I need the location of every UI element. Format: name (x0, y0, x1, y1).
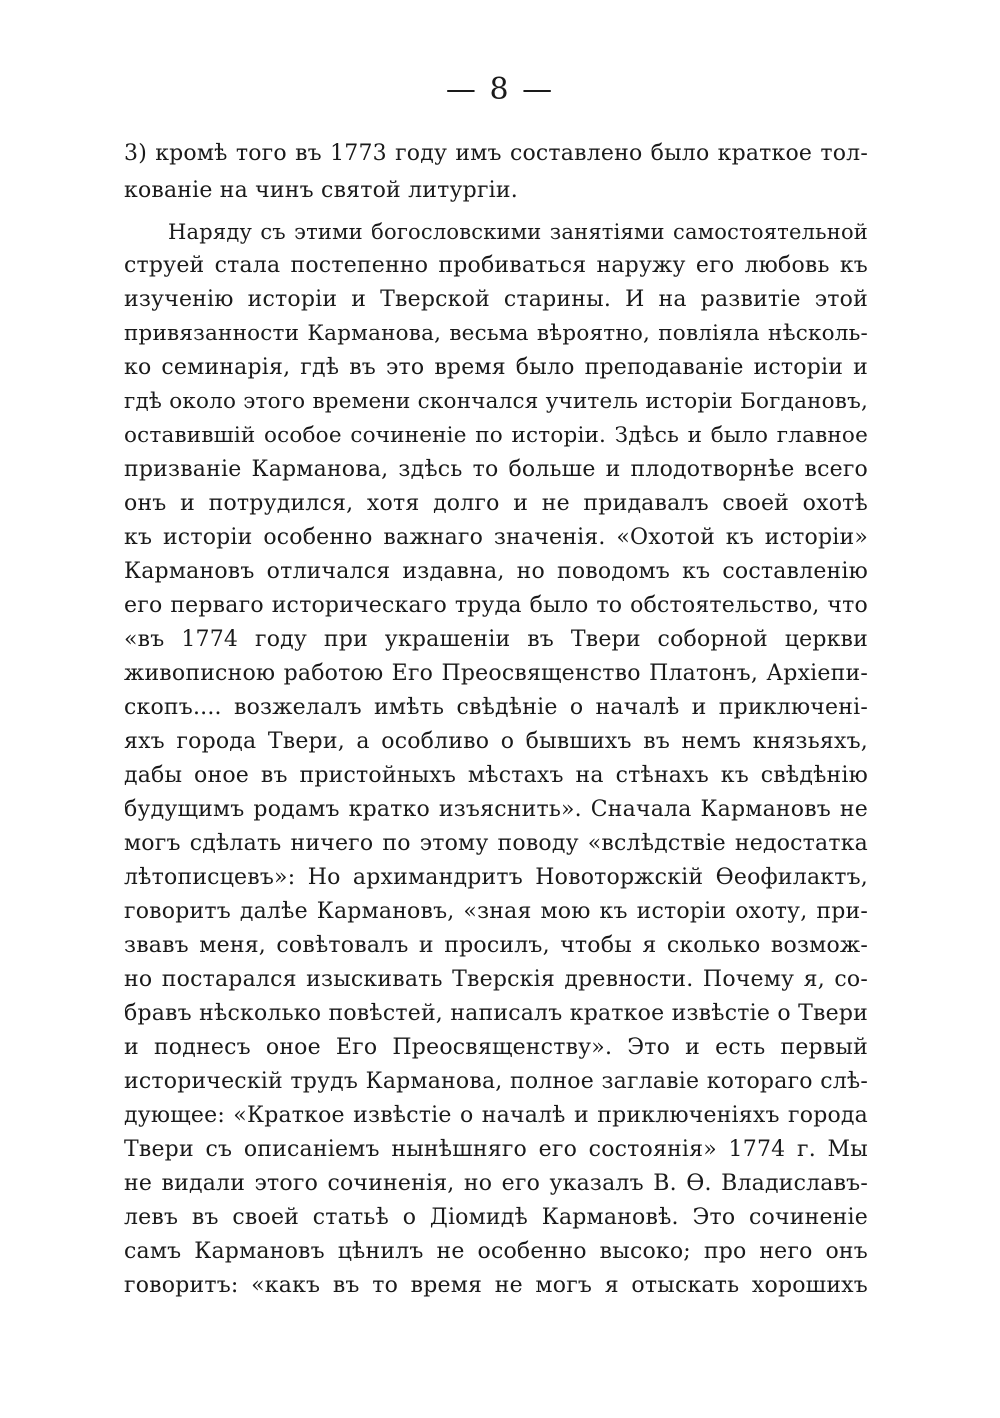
text-line: струей стала постепенно пробиваться наружу его любовь къ (124, 253, 868, 278)
text-line: дабы оное въ пристойныхъ мѣстахъ на стѣнахъ къ свѣдѣнію (124, 763, 868, 788)
text-line: дующее: «Краткое извѣстіе о началѣ и приключеніяхъ города (124, 1103, 868, 1128)
text-line: ко семинарія, гдѣ въ это время было преподаваніе исторіи и (124, 355, 868, 380)
text-line: живописною работою Его Преосвященство Платонъ, Архіепи- (124, 661, 868, 686)
text-line: къ исторіи особенно важнаго значенія. «Охотой къ исторіи» (124, 525, 868, 550)
text-line: «въ 1774 году при украшеніи въ Твери соборной церкви (124, 627, 868, 652)
text-line: привязанности Карманова, весьма вѣроятно, повліяла нѣсколь- (124, 321, 868, 346)
text-line: не видали этого сочиненія, но его указалъ В. Ѳ. Владиславъ- (124, 1171, 868, 1196)
text-line: изученію исторіи и Тверской старины. И на развитіе этой (124, 287, 868, 312)
text-line: звавъ меня, совѣтовалъ и просилъ, чтобы я сколько возмож- (124, 933, 868, 958)
text-line: Кармановъ отличался издавна, но поводомъ къ составленію (124, 559, 868, 584)
page-number: — 8 — (445, 72, 555, 107)
text-line: лѣтописцевъ»: Но архимандритъ Новоторжскій Ѳеофилактъ, (124, 865, 868, 890)
text-line: бравъ нѣсколько повѣстей, написалъ краткое извѣстіе о Твери (124, 1001, 868, 1026)
text-line: самъ Кармановъ цѣнилъ не особенно высоко; про него онъ (124, 1239, 868, 1264)
text-line: и поднесъ оное Его Преосвященству». Это и есть первый (124, 1035, 868, 1060)
text-line: оставившій особое сочиненіе по исторіи. Здѣсь и было главное (124, 423, 868, 448)
text-line: будущимъ родамъ кратко изъяснить». Сначала Кармановъ не (124, 797, 868, 822)
text-line: призваніе Карманова, здѣсь то больше и плодотворнѣе всего (124, 457, 868, 482)
paragraph-first-line: Наряду съ этими богословскими занятіями самостоятельной (168, 220, 868, 244)
text-line: 3) кромѣ того въ 1773 году имъ составлено было краткое тол- (124, 141, 868, 166)
text-line: онъ и потрудился, хотя долго и не придавалъ своей охотѣ (124, 491, 868, 516)
text-line: Твери съ описаніемъ нынѣшняго его состоянія» 1774 г. Мы (124, 1137, 868, 1162)
text-line: скопъ.... возжелалъ имѣть свѣдѣніе о началѣ и приключені- (124, 695, 868, 720)
text-line: кованіе на чинъ святой литургіи. (124, 178, 518, 203)
text-line: яхъ города Твери, а особливо о бывшихъ въ немъ князьяхъ, (124, 729, 868, 754)
text-line: могъ сдѣлать ничего по этому поводу «вслѣдствіе недостатка (124, 831, 868, 856)
text-line: говоритъ далѣе Кармановъ, «зная мою къ исторіи охоту, при- (124, 899, 868, 924)
text-line: его перваго историческаго труда было то обстоятельство, что (124, 593, 868, 618)
text-line: левъ въ своей статьѣ о Діомидѣ Кармановѣ. Это сочиненіе (124, 1205, 868, 1230)
text-line: говоритъ: «какъ въ то время не могъ я отыскать хорошихъ (124, 1273, 868, 1298)
text-line: но постарался изыскивать Тверскія древности. Почему я, со- (124, 967, 868, 992)
text-line: историческій трудъ Карманова, полное заглавіе котораго слѣ- (124, 1069, 868, 1094)
text-line: гдѣ около этого времени скончался учитель исторіи Богдановъ, (124, 389, 868, 414)
